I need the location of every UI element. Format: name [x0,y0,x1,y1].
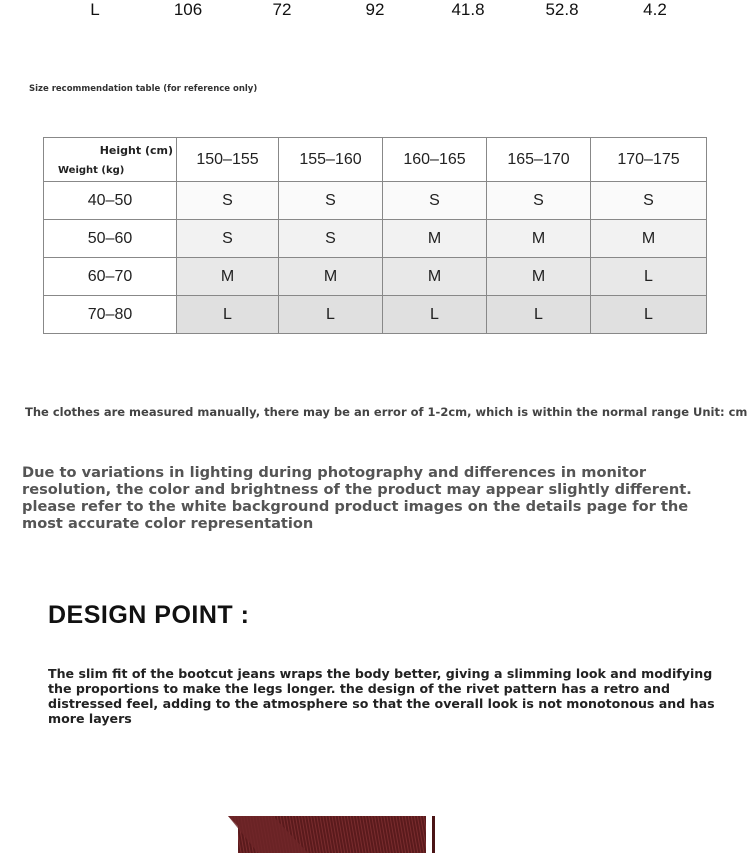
size-cell: L [279,296,383,334]
height-label: Height (cm) [99,144,173,157]
table-row [44,182,707,220]
table-row [44,258,707,296]
size-cell: S [487,182,591,220]
height-header: 160–165 [383,138,487,182]
size-cell: M [383,258,487,296]
height-header: 155–160 [279,138,383,182]
measure-cell: 92 [365,0,385,19]
table-row [44,220,707,258]
size-cell: L [90,0,100,19]
size-cell: M [383,220,487,258]
size-cell: L [591,296,707,334]
size-cell: S [279,220,383,258]
size-cell: L [177,296,279,334]
height-header: 150–155 [177,138,279,182]
weight-cell: 70–80 [44,296,177,334]
weight-cell: 60–70 [44,258,177,296]
measure-note: The clothes are measured manually, there may be an error of 1-2cm, which is within the normal range Unit: cm [25,405,748,419]
design-point-title: DESIGN POINT : [48,601,250,629]
table-row [44,296,707,334]
height-header: 170–175 [591,138,707,182]
measure-cell: 72 [272,0,292,19]
weight-cell: 50–60 [44,220,177,258]
measure-cell: 41.8 [451,0,485,19]
size-cell: M [591,220,707,258]
size-cell: S [177,182,279,220]
table-caption: Size recommendation table (for reference only) [29,84,258,94]
size-measurement-row [0,0,750,20]
size-cell: S [591,182,707,220]
measure-cell: 106 [173,0,203,19]
measure-cell: 52.8 [545,0,579,19]
size-cell: M [279,258,383,296]
size-recommendation-table [43,137,707,334]
header-row [44,138,707,182]
size-cell: S [383,182,487,220]
measure-cell: 4.2 [643,0,667,19]
size-cell: L [383,296,487,334]
size-cell: M [487,220,591,258]
height-header: 165–170 [487,138,591,182]
weight-cell: 40–50 [44,182,177,220]
size-cell: M [177,258,279,296]
color-note: Due to variations in lighting during photography and differences in monitor resolution, the color and brightness of the product may appear slightly different. please refer to the white background product images on the details page for the most accurate color representation [22,464,692,532]
weight-label: Weight (kg) [58,165,125,176]
corner-cell [44,138,177,182]
size-cell: L [487,296,591,334]
product-photo [228,816,440,853]
size-cell: L [591,258,707,296]
size-cell: S [177,220,279,258]
design-point-text: The slim fit of the bootcut jeans wraps the body better, giving a slimming look and modifying the proportions to make the legs longer. the design of the rivet pattern has a retro and distressed feel, adding to the atmosphere so that the overall look is not monotonous and has more layers [48,666,715,726]
size-cell: S [279,182,383,220]
size-cell: M [487,258,591,296]
